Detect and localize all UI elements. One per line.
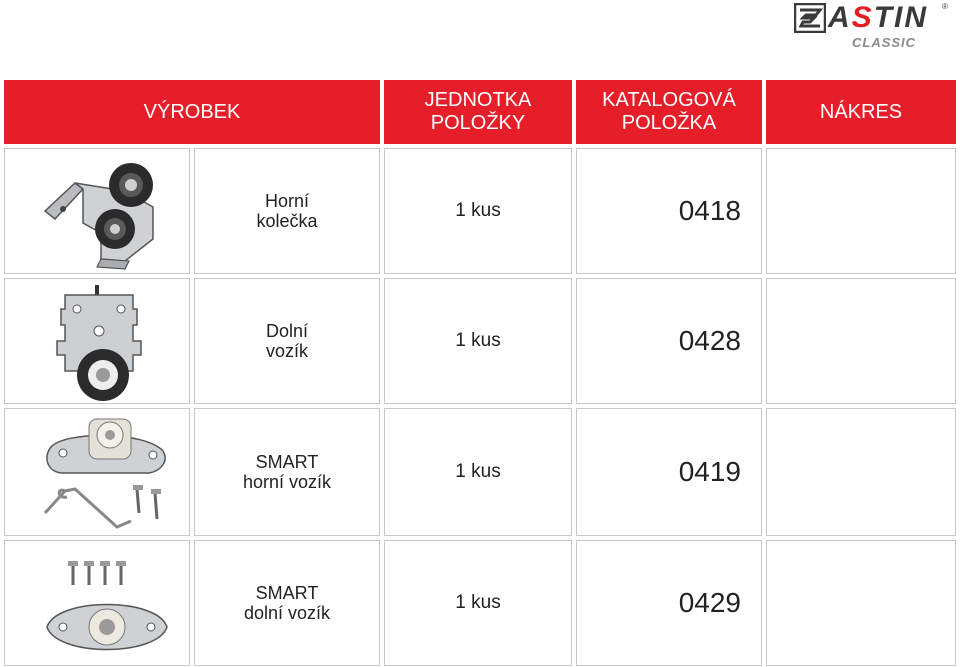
row-2-code: 0428 <box>576 278 762 404</box>
row-3-image <box>4 408 190 536</box>
registered-mark: ® <box>942 2 948 11</box>
header-catalog: KATALOGOVÁ POLOŽKA <box>576 80 762 144</box>
row-1-image <box>4 148 190 274</box>
upper-roller-icon <box>5 149 191 275</box>
header-unit: JEDNOTKA POLOŽKY <box>384 80 572 144</box>
row-1-name: Horní kolečka <box>194 148 380 274</box>
logo-wordmark <box>794 2 928 34</box>
row-4-code: 0429 <box>576 540 762 666</box>
row-2-image <box>4 278 190 404</box>
row-2-unit: 1 kus <box>384 278 572 404</box>
logo-e-mark-icon <box>794 3 826 33</box>
row-3-code: 0419 <box>576 408 762 536</box>
logo-text: ASTIN <box>828 1 929 34</box>
row-3-name: SMART horní vozík <box>194 408 380 536</box>
row-4-name: SMART dolní vozík <box>194 540 380 666</box>
row-1-drawing <box>766 148 956 274</box>
header-drawing: NÁKRES <box>766 80 956 144</box>
lower-carriage-icon <box>5 279 191 405</box>
row-1-unit: 1 kus <box>384 148 572 274</box>
row-4-unit: 1 kus <box>384 540 572 666</box>
row-2-drawing <box>766 278 956 404</box>
row-4-drawing <box>766 540 956 666</box>
row-3-drawing <box>766 408 956 536</box>
row-1-code: 0418 <box>576 148 762 274</box>
row-2-name: Dolní vozík <box>194 278 380 404</box>
row-3-unit: 1 kus <box>384 408 572 536</box>
header-product: VÝROBEK <box>4 80 380 144</box>
astin-classic-logo <box>792 2 952 52</box>
smart-upper-carriage-icon <box>5 409 191 537</box>
row-4-image <box>4 540 190 666</box>
logo-subtitle: CLASSIC <box>852 35 917 50</box>
smart-lower-carriage-icon <box>5 541 191 667</box>
